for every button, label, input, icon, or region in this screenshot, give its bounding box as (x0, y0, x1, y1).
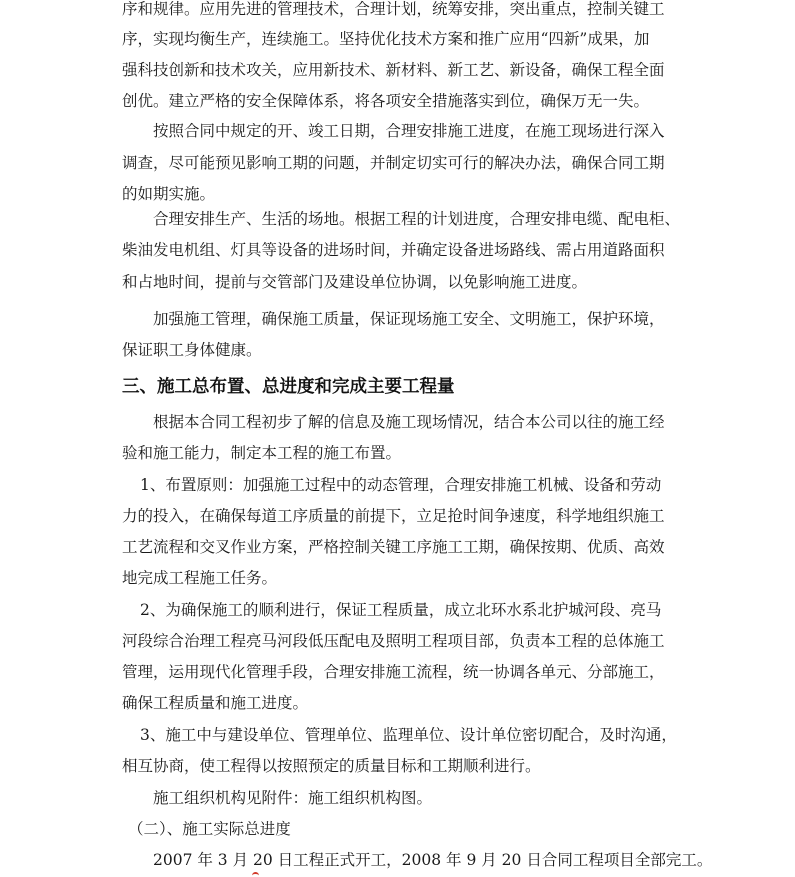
paragraph-line: 调查，尽可能预见影响工期的问题，并制定切实可行的解决办法，确保合同工期 (122, 154, 665, 172)
red-mark-icon (252, 872, 259, 877)
paragraph-line: 和占地时间，提前与交管部门及建设单位协调，以免影响施工进度。 (122, 273, 588, 291)
paragraph-line: 根据本合同工程初步了解的信息及施工现场情况，结合本公司以往的施工经 (153, 413, 665, 431)
paragraph-line: 保证职工身体健康。 (122, 341, 262, 359)
paragraph-line: 施工组织机构见附件：施工组织机构图。 (153, 789, 433, 807)
paragraph-line: 2007 年 3 月 20 日工程正式开工，2008 年 9 月 20 日合同工程项目全部完工。 (153, 851, 713, 869)
list-item-line: 3、施工中与建设单位、管理单位、监理单位、设计单位密切配合，及时沟通， (140, 726, 677, 744)
list-item-line: 河段综合治理工程亮马河段低压配电及照明工程项目部，负责本工程的总体施工 (122, 632, 665, 650)
list-item-line: 工艺流程和交叉作业方案，严格控制关键工序施工工期，确保按期、优质、高效 (122, 538, 665, 556)
paragraph-line: 按照合同中规定的开、竣工日期，合理安排施工进度，在施工现场进行深入 (153, 122, 665, 140)
paragraph-line: 强科技创新和技术攻关，应用新技术、新材料、新工艺、新设备，确保工程全面 (122, 61, 665, 79)
paragraph-line: 序，实现均衡生产，连续施工。坚持优化技术方案和推广应用“四新”成果，加 (122, 30, 650, 48)
paragraph-line: 验和施工能力，制定本工程的施工布置。 (122, 444, 402, 462)
list-item-line: 管理，运用现代化管理手段，合理安排施工流程，统一协调各单元、分部施工， (122, 663, 665, 681)
list-item-line: 2、为确保施工的顺利进行，保证工程质量，成立北环水系北护城河段、亮马 (140, 601, 662, 619)
paragraph-line: 合理安排生产、生活的场地。根据工程的计划进度，合理安排电缆、配电柜、 (153, 210, 681, 228)
list-item-line: 确保工程质量和施工进度。 (122, 694, 309, 712)
list-item-line: 力的投入，在确保每道工序质量的前提下，立足抢时间争速度，科学地组织施工 (122, 507, 665, 525)
paragraph-line: 的如期实施。 (122, 185, 216, 203)
paragraph-line: 创优。建立严格的安全保障体系，将各项安全措施落实到位，确保万无一失。 (122, 92, 650, 110)
paragraph-line: 序和规律。应用先进的管理技术，合理计划，统筹安排，突出重点，控制关键工 (122, 0, 665, 18)
list-item-line: 相互协商，使工程得以按照预定的质量目标和工期顺利进行。 (122, 757, 541, 775)
paragraph-line: 柴油发电机组、灯具等设备的进场时间，并确定设备进场路线、需占用道路面积 (122, 241, 665, 259)
list-item-line: 地完成工程施工任务。 (122, 569, 278, 587)
paragraph-line: 加强施工管理，确保施工质量，保证现场施工安全、文明施工，保护环境， (153, 310, 665, 328)
section-heading: 三、施工总布置、总进度和完成主要工程量 (122, 377, 455, 397)
subsection-heading: （二）、施工实际总进度 (128, 820, 291, 838)
list-item-line: 1、布置原则：加强施工过程中的动态管理，合理安排施工机械、设备和劳动 (140, 476, 662, 494)
